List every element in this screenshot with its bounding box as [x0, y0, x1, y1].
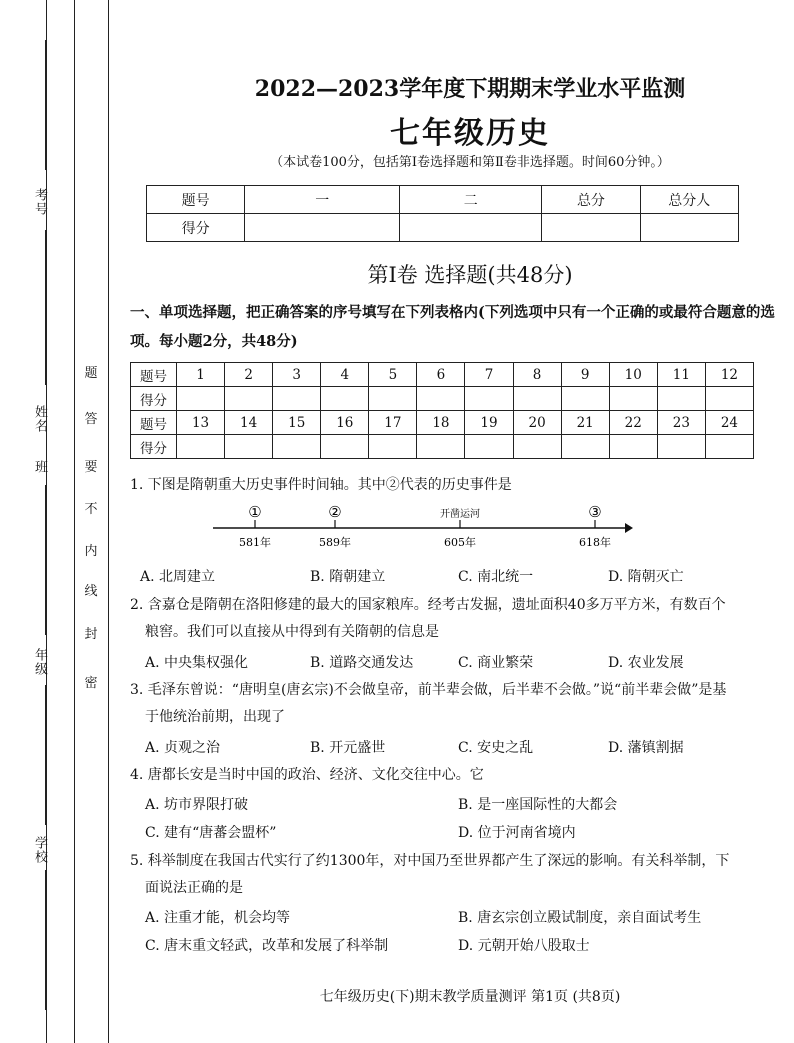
question-4-option-b[interactable]: B. 是一座国际性的大都会 [458, 797, 618, 813]
question-1-option-c[interactable]: C. 南北统一 [458, 569, 534, 585]
seal-char: 密 [84, 676, 98, 691]
answer-cell[interactable] [321, 435, 369, 459]
timeline-event-marker: ② [328, 503, 342, 521]
question-3-option-a[interactable]: A. 贞观之治 [145, 740, 221, 756]
question-4-stem: 4. 唐都长安是当时中国的政治、经济、文化交往中心。它 [130, 767, 484, 783]
question-5-option-d[interactable]: D. 元朝开始八股取士 [458, 938, 590, 954]
answer-cell[interactable] [465, 387, 513, 411]
answer-cell[interactable] [513, 435, 561, 459]
subject-title: 七年级历史 [390, 116, 550, 151]
answer-cell[interactable] [321, 387, 369, 411]
answer-cell[interactable] [273, 387, 321, 411]
seal-char: 要 [84, 460, 98, 475]
class-blank [45, 485, 46, 635]
score-header-cell: 二 [400, 186, 542, 214]
answer-number-cell: 3 [273, 363, 321, 387]
score-row-label: 得分 [147, 214, 245, 242]
answer-row-label: 题号 [131, 363, 177, 387]
exam-note: （本试卷100分，包括第Ⅰ卷选择题和第Ⅱ卷非选择题。时间60分钟。） [270, 155, 670, 170]
seal-char: 不 [84, 502, 98, 517]
question-4-option-a[interactable]: A. 坊市界限打破 [145, 797, 249, 813]
answer-number-cell: 13 [177, 411, 225, 435]
answer-number-cell: 14 [225, 411, 273, 435]
question-5-stem: 5. 科举制度在我国古代实行了约1300年，对中国乃至世界都产生了深远的影响。有关科举制，下 [130, 853, 730, 869]
question-3-option-c[interactable]: C. 安史之乱 [458, 740, 534, 756]
answer-number-cell: 7 [465, 363, 513, 387]
timeline-year-label: 618年 [579, 536, 611, 549]
answer-cell[interactable] [369, 435, 417, 459]
answer-cell[interactable] [561, 387, 609, 411]
answer-cell[interactable] [273, 435, 321, 459]
answer-cell[interactable] [177, 435, 225, 459]
question-5-stem: 面说法正确的是 [145, 880, 243, 896]
name-blank [45, 230, 46, 385]
answer-cell[interactable] [465, 435, 513, 459]
answer-number-cell: 4 [321, 363, 369, 387]
question-3-stem: 3. 毛泽东曾说：“唐明皇(唐玄宗)不会做皇帝，前半辈会做，后半辈不会做。”说“前半辈会做”是基 [130, 682, 727, 698]
answer-cell[interactable] [225, 435, 273, 459]
exam-title: 2022—2023学年度下期期末学业水平监测 [254, 76, 686, 102]
section-instruction: 一、单项选择题，把正确答案的序号填写在下列表格内(下列选项中只有一个正确的或最符合题意的选项。每小题2分，共48分) [130, 304, 775, 350]
answer-cell[interactable] [417, 387, 465, 411]
exam-number-label: 考号 [32, 188, 47, 216]
timeline-year-label: 581年 [239, 536, 271, 549]
answer-number-cell: 11 [657, 363, 705, 387]
answer-cell[interactable] [657, 435, 705, 459]
question-2-option-c[interactable]: C. 商业繁荣 [458, 655, 534, 671]
answer-number-cell: 12 [705, 363, 753, 387]
question-5-option-b[interactable]: B. 唐玄宗创立殿试制度，亲自面试考生 [458, 910, 702, 926]
question-2-option-a[interactable]: A. 中央集权强化 [145, 655, 249, 671]
question-2-option-d[interactable]: D. 农业发展 [608, 655, 684, 671]
question-1-stem: 1. 下图是隋朝重大历史事件时间轴。其中②代表的历史事件是 [130, 477, 512, 493]
score-cell[interactable] [400, 214, 542, 242]
question-4-option-c[interactable]: C. 建有“唐蕃会盟杯” [145, 825, 277, 841]
binding-line-middle [74, 0, 75, 1043]
name-label: 姓名 [32, 405, 47, 433]
answer-cell[interactable] [369, 387, 417, 411]
answer-row-label: 得分 [131, 387, 177, 411]
timeline-arrow-icon [625, 523, 633, 533]
answer-cell[interactable] [609, 387, 657, 411]
school-blank [45, 870, 46, 1010]
question-3-option-d[interactable]: D. 藩镇割据 [608, 740, 684, 756]
page-footer: 七年级历史(下)期末教学质量测评 第1页 (共8页) [319, 989, 621, 1005]
answer-number-cell: 10 [609, 363, 657, 387]
seal-char: 封 [84, 627, 98, 642]
question-5-option-c[interactable]: C. 唐末重文轻武，改革和发展了科举制 [145, 938, 389, 954]
question-1-option-b[interactable]: B. 隋朝建立 [310, 569, 386, 585]
answer-number-cell: 20 [513, 411, 561, 435]
answer-cell[interactable] [705, 435, 753, 459]
question-3-stem: 于他统治前期，出现了 [145, 709, 285, 725]
timeline-diagram [205, 502, 635, 552]
answer-cell[interactable] [177, 387, 225, 411]
timeline-event-marker: ① [248, 503, 262, 521]
answer-number-cell: 6 [417, 363, 465, 387]
answer-cell[interactable] [561, 435, 609, 459]
answer-number-cell: 15 [273, 411, 321, 435]
binding-line-inner [108, 0, 109, 1043]
timeline-year-label: 605年 [444, 536, 476, 549]
score-header-cell: 题号 [147, 186, 245, 214]
question-5-option-a[interactable]: A. 注重才能，机会均等 [145, 910, 291, 926]
binding-line-outer [46, 0, 47, 1043]
question-1-option-d[interactable]: D. 隋朝灭亡 [608, 569, 684, 585]
answer-number-cell: 1 [177, 363, 225, 387]
answer-cell[interactable] [609, 435, 657, 459]
score-cell[interactable] [640, 214, 738, 242]
score-header-cell: 一 [245, 186, 400, 214]
answer-number-cell: 17 [369, 411, 417, 435]
score-table [146, 185, 739, 242]
exam-number-blank [45, 40, 46, 170]
score-header-cell: 总分人 [640, 186, 738, 214]
seal-char: 线 [84, 584, 98, 599]
answer-cell[interactable] [513, 387, 561, 411]
answer-number-cell: 23 [657, 411, 705, 435]
question-3-option-b[interactable]: B. 开元盛世 [310, 740, 386, 756]
answer-number-cell: 18 [417, 411, 465, 435]
answer-number-cell: 21 [561, 411, 609, 435]
answer-cell[interactable] [417, 435, 465, 459]
score-cell[interactable] [245, 214, 400, 242]
score-cell[interactable] [542, 214, 640, 242]
answer-number-cell: 5 [369, 363, 417, 387]
class-label: 班 [32, 460, 47, 474]
question-2-option-b[interactable]: B. 道路交通发达 [310, 655, 414, 671]
grade-blank [45, 685, 46, 825]
seal-char: 内 [84, 544, 98, 559]
question-2-stem: 粮窖。我们可以直接从中得到有关隋朝的信息是 [145, 624, 439, 640]
answer-number-cell: 2 [225, 363, 273, 387]
answer-number-cell: 24 [705, 411, 753, 435]
question-2-stem: 2. 含嘉仓是隋朝在洛阳修建的最大的国家粮库。经考古发掘，遗址面积40多万平方米，有数百个 [130, 597, 726, 613]
timeline-event-marker: 开凿运河 [440, 509, 480, 520]
answer-number-cell: 8 [513, 363, 561, 387]
answer-number-cell: 22 [609, 411, 657, 435]
question-4-option-d[interactable]: D. 位于河南省境内 [458, 825, 576, 841]
answer-cell[interactable] [657, 387, 705, 411]
answer-number-cell: 16 [321, 411, 369, 435]
grade-label: 年级 [32, 648, 47, 676]
answer-cell[interactable] [705, 387, 753, 411]
answer-number-cell: 9 [561, 363, 609, 387]
answer-row-label: 得分 [131, 435, 177, 459]
timeline-event-marker: ③ [588, 503, 602, 521]
answer-cell[interactable] [225, 387, 273, 411]
seal-char: 题 [84, 366, 98, 381]
answer-table [130, 362, 754, 459]
timeline-year-label: 589年 [319, 536, 351, 549]
section-title: 第Ⅰ卷 选择题(共48分) [367, 263, 573, 287]
seal-char: 答 [84, 412, 98, 427]
question-1-option-a[interactable]: A. 北周建立 [140, 569, 216, 585]
answer-row-label: 题号 [131, 411, 177, 435]
score-header-cell: 总分 [542, 186, 640, 214]
school-label: 学校 [32, 836, 47, 864]
answer-number-cell: 19 [465, 411, 513, 435]
